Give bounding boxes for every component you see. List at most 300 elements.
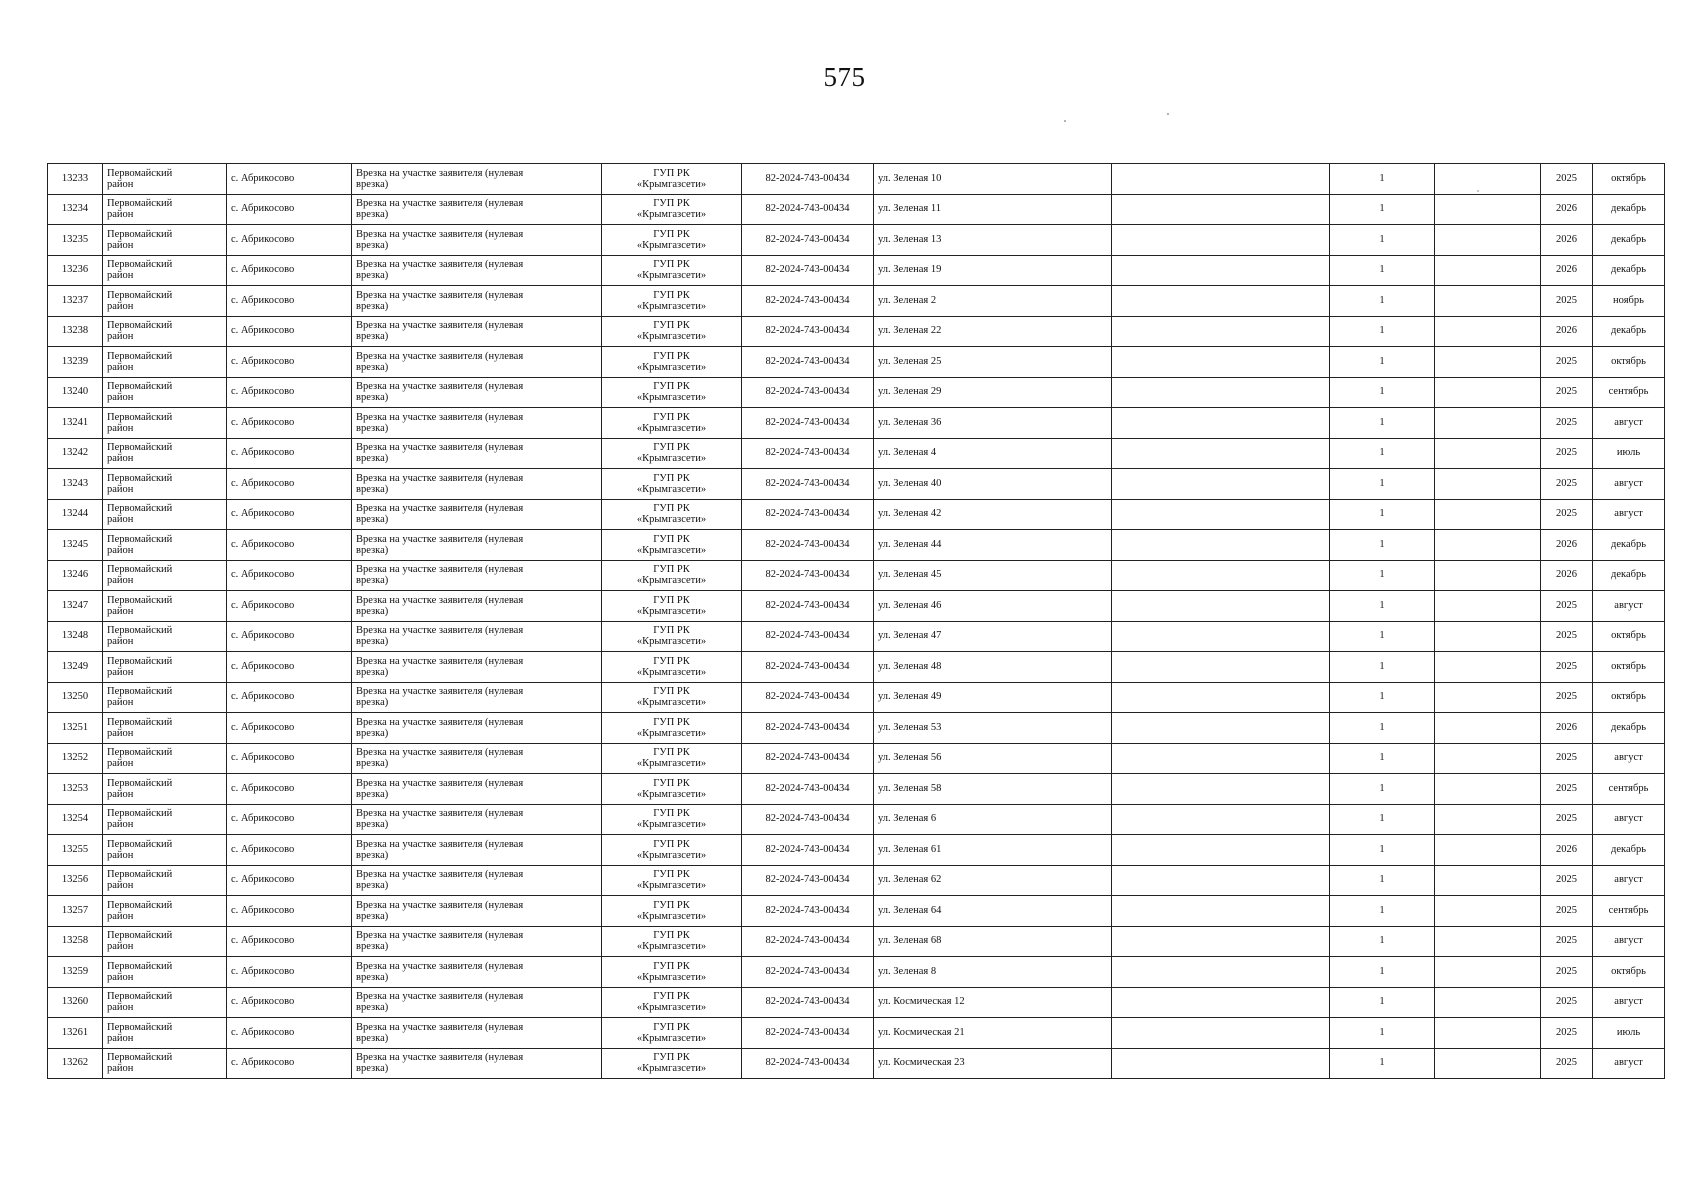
district-line: район	[107, 941, 134, 953]
organization-line: «Крымгазсети»	[636, 331, 707, 343]
settlement-cell: с. Абрикосово	[227, 591, 352, 622]
organization-line: ГУП РК	[653, 960, 690, 972]
settlement-cell: с. Абрикосово	[227, 987, 352, 1018]
district-line: Первомайский	[107, 991, 173, 1003]
year-cell: 2025	[1541, 926, 1593, 957]
work-type-cell	[352, 347, 602, 378]
district-line: район	[107, 666, 134, 678]
month-cell: сентябрь	[1593, 896, 1665, 927]
month-cell: октябрь	[1593, 682, 1665, 713]
month-cell: ноябрь	[1593, 286, 1665, 317]
organization-cell	[602, 621, 742, 652]
work-type-line: врезка)	[356, 1002, 389, 1014]
row-number-cell: 13254	[48, 804, 103, 835]
district-line: район	[107, 819, 134, 831]
note-cell	[1112, 438, 1330, 469]
organization-line: ГУП РК	[653, 716, 690, 728]
organization-cell	[602, 530, 742, 561]
quantity-cell: 1	[1330, 377, 1435, 408]
quantity-cell: 1	[1330, 255, 1435, 286]
year-cell: 2025	[1541, 408, 1593, 439]
district-line: Первомайский	[107, 411, 173, 423]
district-line: район	[107, 1063, 134, 1075]
month-cell: декабрь	[1593, 530, 1665, 561]
work-type-line: Врезка на участке заявителя (нулевая	[356, 198, 524, 210]
year-cell: 2025	[1541, 865, 1593, 896]
district-cell	[103, 896, 227, 927]
organization-line: ГУП РК	[653, 899, 690, 911]
extra-cell	[1435, 225, 1541, 256]
district-line: район	[107, 361, 134, 373]
district-line: район	[107, 849, 134, 861]
district-cell	[103, 835, 227, 866]
organization-line: ГУП РК	[653, 777, 690, 789]
code-cell: 82-2024-743-00434	[742, 743, 874, 774]
district-cell	[103, 255, 227, 286]
work-type-line: врезка)	[356, 788, 389, 800]
code-cell: 82-2024-743-00434	[742, 347, 874, 378]
organization-line: «Крымгазсети»	[636, 941, 707, 953]
code-cell: 82-2024-743-00434	[742, 926, 874, 957]
district-line: Первомайский	[107, 808, 173, 820]
address-cell: ул. Зеленая 62	[874, 865, 1112, 896]
extra-cell	[1435, 591, 1541, 622]
quantity-cell: 1	[1330, 1048, 1435, 1079]
extra-cell	[1435, 926, 1541, 957]
table-row	[48, 438, 1665, 469]
organization-cell	[602, 164, 742, 195]
table-row	[48, 896, 1665, 927]
organization-cell	[602, 499, 742, 530]
district-cell	[103, 225, 227, 256]
work-type-cell	[352, 987, 602, 1018]
district-line: Первомайский	[107, 747, 173, 759]
district-cell	[103, 438, 227, 469]
table-row	[48, 682, 1665, 713]
settlement-cell: с. Абрикосово	[227, 652, 352, 683]
district-cell	[103, 591, 227, 622]
address-cell: ул. Зеленая 61	[874, 835, 1112, 866]
settlement-cell: с. Абрикосово	[227, 682, 352, 713]
code-cell: 82-2024-743-00434	[742, 804, 874, 835]
work-type-cell	[352, 1048, 602, 1079]
table-row	[48, 1018, 1665, 1049]
row-number-cell: 13250	[48, 682, 103, 713]
year-cell: 2025	[1541, 987, 1593, 1018]
note-cell	[1112, 469, 1330, 500]
month-cell: декабрь	[1593, 225, 1665, 256]
settlement-cell: с. Абрикосово	[227, 194, 352, 225]
extra-cell	[1435, 957, 1541, 988]
extra-cell	[1435, 408, 1541, 439]
month-cell: август	[1593, 499, 1665, 530]
extra-cell	[1435, 743, 1541, 774]
organization-line: ГУП РК	[653, 411, 690, 423]
extra-cell	[1435, 499, 1541, 530]
table-row	[48, 865, 1665, 896]
organization-cell	[602, 682, 742, 713]
work-type-line: Врезка на участке заявителя (нулевая	[356, 899, 524, 911]
district-cell	[103, 743, 227, 774]
district-line: Первомайский	[107, 899, 173, 911]
month-cell: октябрь	[1593, 621, 1665, 652]
organization-line: «Крымгазсети»	[636, 544, 707, 556]
work-type-line: Врезка на участке заявителя (нулевая	[356, 930, 524, 942]
organization-line: ГУП РК	[653, 228, 690, 240]
address-cell: ул. Зеленая 36	[874, 408, 1112, 439]
work-type-line: Врезка на участке заявителя (нулевая	[356, 869, 524, 881]
settlement-cell: с. Абрикосово	[227, 347, 352, 378]
settlement-cell: с. Абрикосово	[227, 469, 352, 500]
organization-cell	[602, 225, 742, 256]
organization-line: ГУП РК	[653, 838, 690, 850]
year-cell: 2026	[1541, 835, 1593, 866]
code-cell: 82-2024-743-00434	[742, 1048, 874, 1079]
settlement-cell: с. Абрикосово	[227, 774, 352, 805]
extra-cell	[1435, 804, 1541, 835]
work-type-cell	[352, 164, 602, 195]
organization-cell	[602, 804, 742, 835]
month-cell: декабрь	[1593, 713, 1665, 744]
organization-line: ГУП РК	[653, 198, 690, 210]
row-number-cell: 13260	[48, 987, 103, 1018]
code-cell: 82-2024-743-00434	[742, 987, 874, 1018]
row-number-cell: 13236	[48, 255, 103, 286]
quantity-cell: 1	[1330, 652, 1435, 683]
district-line: Первомайский	[107, 625, 173, 637]
month-cell: август	[1593, 743, 1665, 774]
code-cell: 82-2024-743-00434	[742, 469, 874, 500]
organization-cell	[602, 469, 742, 500]
district-line: Первомайский	[107, 594, 173, 606]
extra-cell	[1435, 682, 1541, 713]
extra-cell	[1435, 774, 1541, 805]
district-line: Первомайский	[107, 259, 173, 271]
work-type-line: Врезка на участке заявителя (нулевая	[356, 1052, 524, 1064]
note-cell	[1112, 286, 1330, 317]
extra-cell	[1435, 1018, 1541, 1049]
note-cell	[1112, 591, 1330, 622]
work-type-line: врезка)	[356, 1032, 389, 1044]
settlement-cell: с. Абрикосово	[227, 743, 352, 774]
organization-cell	[602, 591, 742, 622]
quantity-cell: 1	[1330, 926, 1435, 957]
address-cell: ул. Зеленая 47	[874, 621, 1112, 652]
table-row	[48, 774, 1665, 805]
note-cell	[1112, 987, 1330, 1018]
row-number-cell: 13253	[48, 774, 103, 805]
district-line: район	[107, 514, 134, 526]
year-cell: 2025	[1541, 621, 1593, 652]
code-cell: 82-2024-743-00434	[742, 499, 874, 530]
month-cell: август	[1593, 591, 1665, 622]
organization-cell	[602, 377, 742, 408]
month-cell: август	[1593, 987, 1665, 1018]
extra-cell	[1435, 896, 1541, 927]
table-row	[48, 316, 1665, 347]
settlement-cell: с. Абрикосово	[227, 316, 352, 347]
month-cell: август	[1593, 1048, 1665, 1079]
district-line: район	[107, 422, 134, 434]
organization-line: «Крымгазсети»	[636, 209, 707, 221]
quantity-cell: 1	[1330, 896, 1435, 927]
organization-cell	[602, 987, 742, 1018]
year-cell: 2025	[1541, 286, 1593, 317]
table-row	[48, 377, 1665, 408]
address-cell: ул. Зеленая 13	[874, 225, 1112, 256]
address-cell: ул. Зеленая 48	[874, 652, 1112, 683]
month-cell: декабрь	[1593, 835, 1665, 866]
note-cell	[1112, 1048, 1330, 1079]
organization-line: «Крымгазсети»	[636, 300, 707, 312]
work-type-line: Врезка на участке заявителя (нулевая	[356, 991, 524, 1003]
year-cell: 2026	[1541, 560, 1593, 591]
settlement-cell: с. Абрикосово	[227, 377, 352, 408]
district-line: Первомайский	[107, 869, 173, 881]
work-type-cell	[352, 194, 602, 225]
organization-cell	[602, 347, 742, 378]
organization-line: «Крымгазсети»	[636, 1002, 707, 1014]
district-cell	[103, 469, 227, 500]
work-type-line: Врезка на участке заявителя (нулевая	[356, 838, 524, 850]
work-type-cell	[352, 438, 602, 469]
settlement-cell: с. Абрикосово	[227, 225, 352, 256]
organization-line: ГУП РК	[653, 503, 690, 515]
extra-cell	[1435, 652, 1541, 683]
code-cell: 82-2024-743-00434	[742, 408, 874, 439]
year-cell: 2026	[1541, 255, 1593, 286]
work-type-cell	[352, 835, 602, 866]
work-type-line: врезка)	[356, 1063, 389, 1075]
district-cell	[103, 408, 227, 439]
extra-cell	[1435, 621, 1541, 652]
organization-line: ГУП РК	[653, 167, 690, 179]
work-type-line: Врезка на участке заявителя (нулевая	[356, 686, 524, 698]
extra-cell	[1435, 713, 1541, 744]
scan-speck	[1167, 113, 1169, 115]
month-cell: декабрь	[1593, 255, 1665, 286]
work-type-line: врезка)	[356, 270, 389, 282]
table-row	[48, 652, 1665, 683]
organization-cell	[602, 316, 742, 347]
work-type-cell	[352, 621, 602, 652]
district-line: район	[107, 636, 134, 648]
district-cell	[103, 987, 227, 1018]
page-number: 575	[823, 62, 866, 92]
organization-line: «Крымгазсети»	[636, 1063, 707, 1075]
work-type-cell	[352, 652, 602, 683]
code-cell: 82-2024-743-00434	[742, 377, 874, 408]
work-type-line: Врезка на участке заявителя (нулевая	[356, 259, 524, 271]
organization-line: «Крымгазсети»	[636, 514, 707, 526]
code-cell: 82-2024-743-00434	[742, 713, 874, 744]
work-type-cell	[352, 957, 602, 988]
work-type-line: Врезка на участке заявителя (нулевая	[356, 381, 524, 393]
code-cell: 82-2024-743-00434	[742, 530, 874, 561]
organization-line: «Крымгазсети»	[636, 697, 707, 709]
work-type-line: врезка)	[356, 514, 389, 526]
row-number-cell: 13258	[48, 926, 103, 957]
year-cell: 2026	[1541, 194, 1593, 225]
district-line: район	[107, 788, 134, 800]
organization-line: ГУП РК	[653, 1052, 690, 1064]
work-type-line: врезка)	[356, 300, 389, 312]
year-cell: 2025	[1541, 499, 1593, 530]
work-type-cell	[352, 774, 602, 805]
row-number-cell: 13240	[48, 377, 103, 408]
settlement-cell: с. Абрикосово	[227, 499, 352, 530]
settlement-cell: с. Абрикосово	[227, 957, 352, 988]
quantity-cell: 1	[1330, 499, 1435, 530]
settlement-cell: с. Абрикосово	[227, 530, 352, 561]
year-cell: 2025	[1541, 164, 1593, 195]
organization-line: «Крымгазсети»	[636, 361, 707, 373]
work-type-line: врезка)	[356, 209, 389, 221]
row-number-cell: 13233	[48, 164, 103, 195]
district-line: район	[107, 270, 134, 282]
note-cell	[1112, 377, 1330, 408]
work-type-cell	[352, 713, 602, 744]
district-cell	[103, 682, 227, 713]
district-line: район	[107, 910, 134, 922]
work-type-line: врезка)	[356, 331, 389, 343]
settlement-cell: с. Абрикосово	[227, 1018, 352, 1049]
month-cell: август	[1593, 865, 1665, 896]
work-type-cell	[352, 255, 602, 286]
row-number-cell: 13235	[48, 225, 103, 256]
district-cell	[103, 621, 227, 652]
table-row	[48, 957, 1665, 988]
address-cell: ул. Космическая 12	[874, 987, 1112, 1018]
organization-cell	[602, 286, 742, 317]
table-row	[48, 743, 1665, 774]
organization-line: «Крымгазсети»	[636, 270, 707, 282]
work-type-line: Врезка на участке заявителя (нулевая	[356, 533, 524, 545]
settlement-cell: с. Абрикосово	[227, 896, 352, 927]
quantity-cell: 1	[1330, 1018, 1435, 1049]
table-row	[48, 530, 1665, 561]
address-cell: ул. Зеленая 10	[874, 164, 1112, 195]
organization-line: ГУП РК	[653, 655, 690, 667]
address-cell: ул. Зеленая 53	[874, 713, 1112, 744]
organization-line: ГУП РК	[653, 350, 690, 362]
work-type-line: Врезка на участке заявителя (нулевая	[356, 503, 524, 515]
note-cell	[1112, 743, 1330, 774]
note-cell	[1112, 499, 1330, 530]
district-cell	[103, 804, 227, 835]
organization-cell	[602, 652, 742, 683]
work-type-line: Врезка на участке заявителя (нулевая	[356, 289, 524, 301]
organization-line: ГУП РК	[653, 259, 690, 271]
organization-line: ГУП РК	[653, 472, 690, 484]
district-line: Первомайский	[107, 228, 173, 240]
work-type-line: врезка)	[356, 178, 389, 190]
year-cell: 2026	[1541, 713, 1593, 744]
row-number-cell: 13257	[48, 896, 103, 927]
organization-line: ГУП РК	[653, 747, 690, 759]
extra-cell	[1435, 194, 1541, 225]
table-row	[48, 347, 1665, 378]
note-cell	[1112, 347, 1330, 378]
quantity-cell: 1	[1330, 957, 1435, 988]
work-type-line: врезка)	[356, 880, 389, 892]
code-cell: 82-2024-743-00434	[742, 835, 874, 866]
organization-line: «Крымгазсети»	[636, 453, 707, 465]
work-type-line: Врезка на участке заявителя (нулевая	[356, 1021, 524, 1033]
organization-cell	[602, 774, 742, 805]
code-cell: 82-2024-743-00434	[742, 865, 874, 896]
organization-line: «Крымгазсети»	[636, 788, 707, 800]
year-cell: 2025	[1541, 377, 1593, 408]
district-line: Первомайский	[107, 838, 173, 850]
district-line: Первомайский	[107, 930, 173, 942]
row-number-cell: 13252	[48, 743, 103, 774]
organization-line: «Крымгазсети»	[636, 971, 707, 983]
organization-cell	[602, 1048, 742, 1079]
code-cell: 82-2024-743-00434	[742, 682, 874, 713]
note-cell	[1112, 774, 1330, 805]
district-line: Первомайский	[107, 1052, 173, 1064]
district-cell	[103, 926, 227, 957]
quantity-cell: 1	[1330, 835, 1435, 866]
work-type-cell	[352, 926, 602, 957]
code-cell: 82-2024-743-00434	[742, 591, 874, 622]
month-cell: сентябрь	[1593, 377, 1665, 408]
quantity-cell: 1	[1330, 438, 1435, 469]
month-cell: декабрь	[1593, 316, 1665, 347]
note-cell	[1112, 164, 1330, 195]
year-cell: 2025	[1541, 438, 1593, 469]
district-cell	[103, 286, 227, 317]
row-number-cell: 13256	[48, 865, 103, 896]
work-type-line: Врезка на участке заявителя (нулевая	[356, 350, 524, 362]
work-type-cell	[352, 560, 602, 591]
work-type-line: Врезка на участке заявителя (нулевая	[356, 960, 524, 972]
address-cell: ул. Зеленая 64	[874, 896, 1112, 927]
month-cell: декабрь	[1593, 194, 1665, 225]
work-type-line: Врезка на участке заявителя (нулевая	[356, 472, 524, 484]
year-cell: 2025	[1541, 682, 1593, 713]
quantity-cell: 1	[1330, 987, 1435, 1018]
extra-cell	[1435, 347, 1541, 378]
organization-cell	[602, 194, 742, 225]
organization-cell	[602, 408, 742, 439]
address-cell: ул. Зеленая 44	[874, 530, 1112, 561]
code-cell: 82-2024-743-00434	[742, 438, 874, 469]
quantity-cell: 1	[1330, 621, 1435, 652]
code-cell: 82-2024-743-00434	[742, 621, 874, 652]
quantity-cell: 1	[1330, 225, 1435, 256]
table-row	[48, 560, 1665, 591]
organization-line: ГУП РК	[653, 533, 690, 545]
note-cell	[1112, 682, 1330, 713]
extra-cell	[1435, 530, 1541, 561]
work-type-cell	[352, 682, 602, 713]
table-row	[48, 987, 1665, 1018]
code-cell: 82-2024-743-00434	[742, 286, 874, 317]
district-cell	[103, 865, 227, 896]
table-row	[48, 225, 1665, 256]
district-line: Первомайский	[107, 564, 173, 576]
work-type-cell	[352, 225, 602, 256]
register-table	[47, 163, 1665, 1079]
work-type-cell	[352, 316, 602, 347]
district-line: район	[107, 239, 134, 251]
settlement-cell: с. Абрикосово	[227, 286, 352, 317]
quantity-cell: 1	[1330, 347, 1435, 378]
row-number-cell: 13259	[48, 957, 103, 988]
quantity-cell: 1	[1330, 194, 1435, 225]
